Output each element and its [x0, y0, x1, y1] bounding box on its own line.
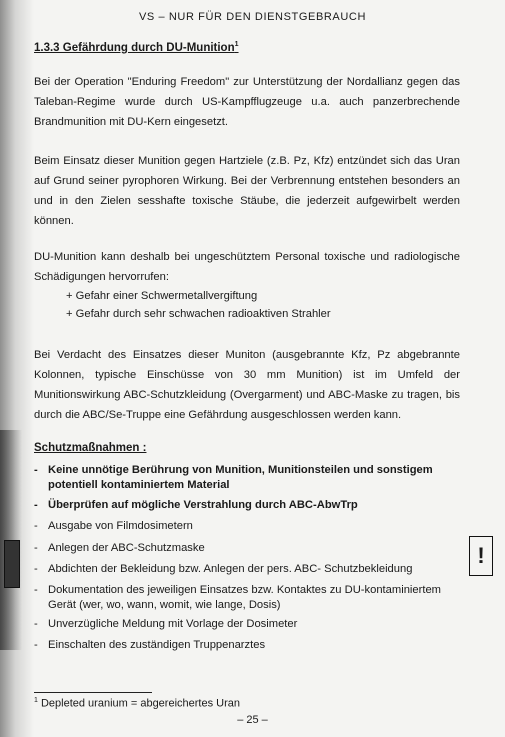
margin-bar-mark — [4, 540, 20, 588]
dash-marker: - — [34, 542, 38, 554]
measure-item-text: Dokumentation des jeweiligen Einsatzes bzw. Kontaktes zu DU-kontaminiertem Gerät (wer, wo, wann, womit, wie lange, Dosis) — [48, 584, 441, 611]
footnote — [34, 697, 240, 710]
paragraph-1: Bei der Operation "Enduring Freedom" zur Unterstützung der Nordallianz gegen das Taleban-Regime wurde durch US-Kampfflugzeuge u.a. auch panzerbrechende Brandmunition mit DU-Kern eingesetzt. — [34, 76, 460, 128]
dash-marker: - — [34, 584, 38, 596]
paragraph-3: DU-Munition kann deshalb bei ungeschütztem Personal toxische und radiologische Schädigungen hervorrufen: — [34, 251, 460, 283]
paragraph-4: Bei Verdacht des Einsatzes dieser Muniton (ausgebrannte Kfz, Pz abgebrannte Kolonnen, typische Einschüsse von 30 mm Munition) ist im Umfeld der Munitionswirkung ABC-Schutzkleidung (Overgarment) und ABC-Maske zu tragen, bis durch die ABC/Se-Truppe eine Gefährdung ausgeschlossen werden kann. — [34, 349, 460, 421]
page-number: – 25 – — [237, 714, 268, 726]
measure-item-text: Unverzügliche Meldung mit Vorlage der Dosimeter — [48, 618, 298, 630]
footnote-number: 1 — [34, 697, 38, 704]
footnote-reference: 1 — [234, 41, 239, 48]
dash-marker: - — [34, 499, 38, 511]
measure-item-text: Anlegen der ABC-Schutzmaske — [48, 542, 205, 554]
dash-marker: - — [34, 639, 38, 651]
dash-marker: - — [34, 618, 38, 630]
paragraph-2: Beim Einsatz dieser Munition gegen Hartziele (z.B. Pz, Kfz) entzündet sich das Uran auf Grund seiner pyrophoren Wirkung. Bei der Verbrennung entstehen besonders an und in den Zielen sesshafte toxische Stäube, die jederzeit aufgewirbelt werden können. — [34, 155, 460, 227]
section-title-text: 1.3.3 Gefährdung durch DU-Munition — [34, 41, 235, 54]
dash-marker: - — [34, 563, 38, 575]
footnote-divider — [34, 692, 152, 693]
dash-marker: - — [34, 464, 38, 476]
dash-marker: - — [34, 520, 38, 532]
measure-item-text: Überprüfen auf mögliche Verstrahlung durch ABC-AbwTrp — [48, 499, 358, 511]
measure-item-text: Keine unnötige Berührung von Munition, Munitionsteilen und sonstigem potentiell kontaminiertem Material — [48, 464, 433, 491]
measure-item-text: Ausgabe von Filmdosimetern — [48, 520, 193, 532]
measure-item — [34, 463, 460, 493]
classification-header: VS – NUR FÜR DEN DIENSTGEBRAUCH — [138, 11, 366, 23]
bullet-item: + Gefahr durch sehr schwachen radioaktiven Strahler — [66, 308, 331, 320]
measure-item-text: Abdichten der Bekleidung bzw. Anlegen der pers. ABC- Schutzbekleidung — [48, 563, 413, 575]
footnote-text: Depleted uranium = abgereichertes Uran — [40, 697, 240, 710]
measure-item-text: Einschalten des zuständigen Truppenarztes — [48, 639, 266, 651]
measures-title: Schutzmaßnahmen : — [34, 442, 147, 454]
exclamation-icon: ! — [469, 536, 493, 576]
section-title — [34, 41, 239, 54]
bullet-item: + Gefahr einer Schwermetallvergiftung — [66, 290, 258, 302]
